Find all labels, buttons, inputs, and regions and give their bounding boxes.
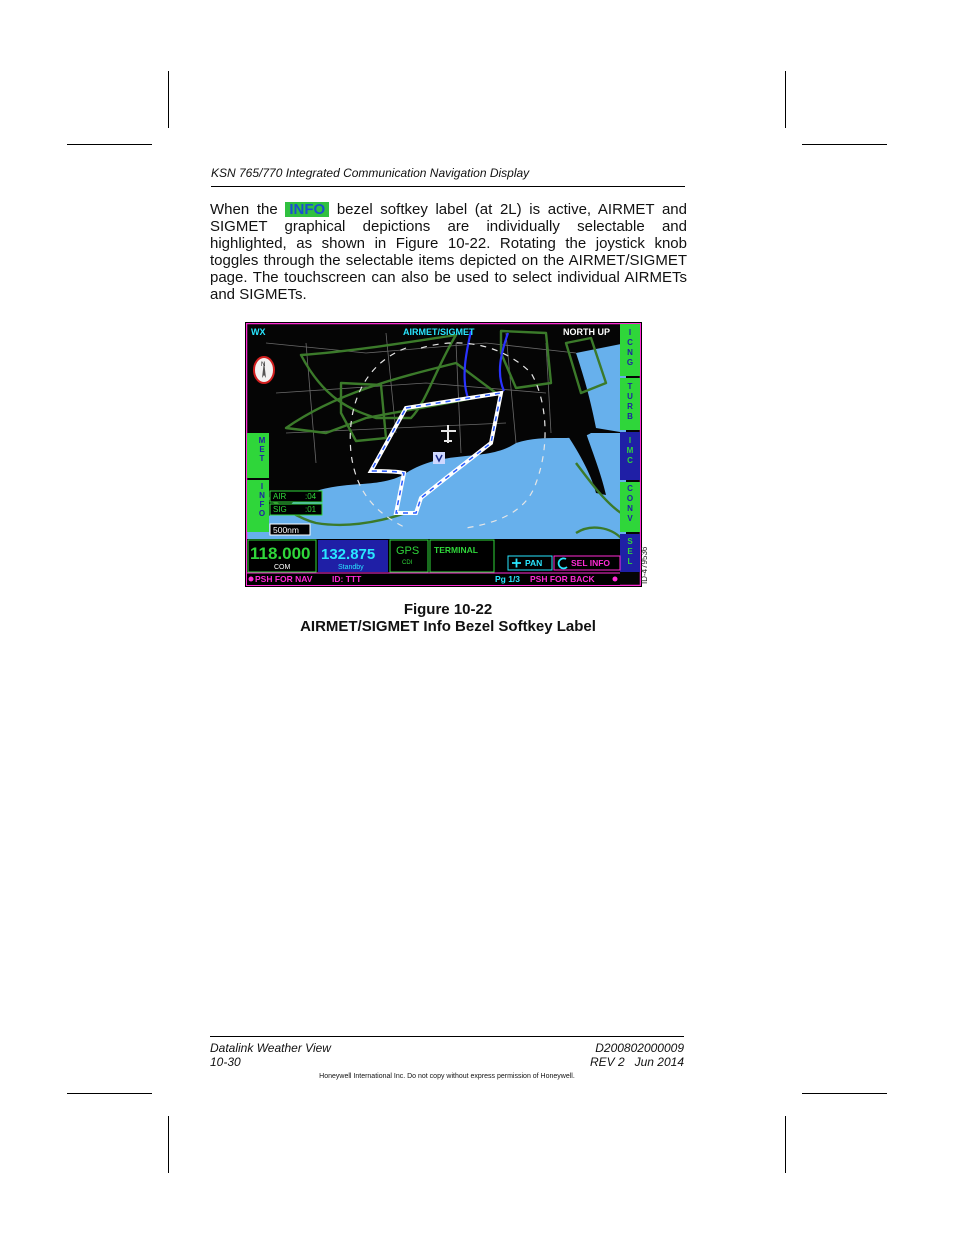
ownship-icon [433, 452, 445, 464]
sel-softkey[interactable] [620, 534, 640, 572]
com-label: COM [274, 564, 291, 571]
range-value: 500nm [273, 525, 299, 535]
para-rest: bezel softkey label (at 2L) is active, AIRMET and SIGMET graphical depictions are individually selectable and highlighted, as shown in Figure 10‑22. Rotating the joystick knob toggles through the selectable items depicted on the AIRMET/SIGMET page. The touchscreen can also be used to select individual AIRMETs and SIGMETs. [210, 201, 687, 303]
svg-text:IMC: I M C [626, 436, 634, 465]
caption-number: Figure 10‑22 [403, 601, 493, 618]
flight-phase: TERMINAL [434, 545, 478, 555]
sel-info-button[interactable] [554, 556, 620, 570]
standby-frequency: 132.875 [321, 546, 376, 563]
com-frequency: 118.000 [250, 544, 311, 563]
back-knob-dot-icon [613, 577, 618, 582]
air-count-value: :04 [305, 492, 317, 501]
info-softkey[interactable] [247, 480, 269, 532]
flight-phase-box [430, 540, 494, 572]
psh-nav-label: PSH FOR NAV [255, 574, 313, 584]
caption-title: AIRMET/SIGMET Info Bezel Softkey Label [300, 618, 596, 635]
ident-label: ID: TTT [332, 574, 362, 584]
crop-mark [785, 71, 786, 128]
pan-button[interactable] [508, 556, 552, 570]
met-softkey[interactable] [247, 433, 269, 478]
imc-softkey[interactable] [620, 432, 640, 480]
crop-mark [168, 71, 169, 128]
crop-mark [168, 1116, 169, 1173]
met-key-letter: T [259, 454, 265, 463]
com-frequency-box[interactable] [248, 540, 316, 572]
crop-mark [67, 1093, 152, 1094]
met-key-letter: M [258, 436, 266, 445]
sel-info-label: SEL INFO [571, 558, 611, 568]
orientation-label: NORTH UP [563, 327, 610, 337]
crop-mark [67, 144, 152, 145]
display-screenshot [245, 322, 642, 587]
running-header: KSN 765/770 Integrated Communication Navigation Display [211, 166, 685, 187]
info-softkey-label: INFO [285, 202, 329, 217]
nav-source: GPS [396, 545, 420, 557]
sig-count-value: :01 [305, 505, 317, 514]
air-count-label: AIR [273, 492, 287, 501]
figure-caption [245, 601, 651, 635]
copyright-notice: Honeywell International Inc. Do not copy without express permission of Honeywell. [319, 1073, 575, 1080]
sig-count-label: SIG [273, 505, 287, 514]
body-paragraph [210, 201, 687, 303]
crop-mark [802, 144, 887, 145]
crop-mark [802, 1093, 887, 1094]
wx-label: WX [251, 327, 266, 337]
nav-knob-dot-icon [249, 577, 254, 582]
nav-source-sub: CDI [402, 560, 413, 566]
figure-id: ID-479536 [640, 546, 649, 584]
page-title: AIRMET/SIGMET [403, 327, 475, 337]
conv-softkey[interactable] [620, 482, 640, 532]
svg-text:INFO: I N F O [258, 482, 266, 518]
met-key-letter: E [259, 445, 265, 454]
compass-north-letter: N [261, 362, 266, 368]
standby-label: Standby [338, 564, 364, 571]
para-lead: When the [210, 201, 278, 218]
revision: REV 2 Jun 2014 [589, 1055, 684, 1069]
footer-section: Datalink Weather View [210, 1041, 331, 1055]
standby-frequency-box[interactable] [318, 540, 388, 572]
document-number: D200802000009 [595, 1041, 684, 1055]
range-box[interactable] [270, 524, 310, 535]
svg-text:SEL: S E L [627, 537, 633, 566]
page-indicator: Pg 1/3 [495, 574, 521, 584]
svg-text:ICNG: I C N G [626, 328, 634, 367]
psh-back-label: PSH FOR BACK [530, 574, 595, 584]
running-footer [210, 1036, 684, 1069]
compass-icon [254, 357, 274, 383]
nav-source-box[interactable] [390, 540, 428, 572]
pan-label: PAN [525, 558, 543, 568]
svg-text:TURB: T U R B [627, 382, 633, 421]
page-number: 10-30 [210, 1055, 241, 1069]
icng-softkey[interactable] [620, 324, 640, 376]
turb-softkey[interactable] [620, 378, 640, 430]
crop-mark [785, 1116, 786, 1173]
svg-text:CONV: C O N V [626, 484, 634, 523]
